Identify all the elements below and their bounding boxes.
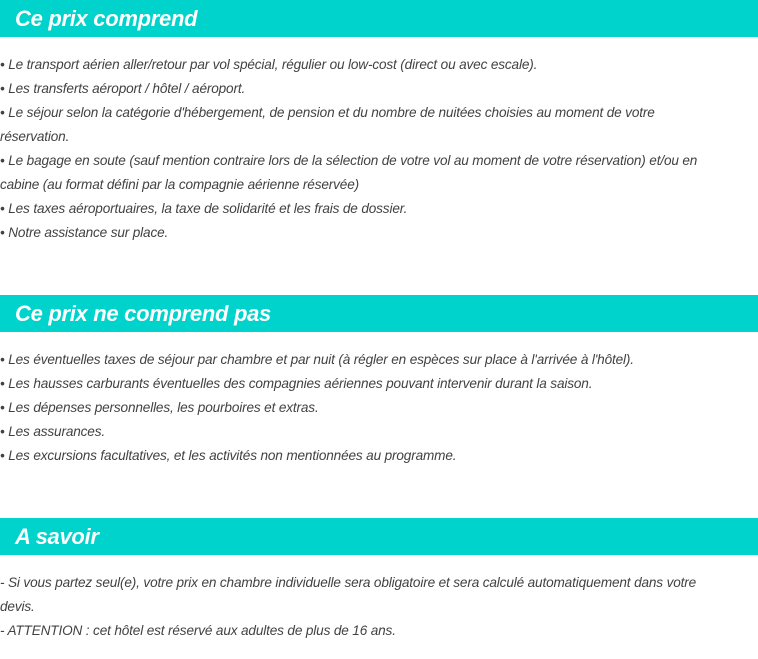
list-item: • Les dépenses personnelles, les pourboires et extras. [0,400,319,415]
list-item: • Les assurances. [0,424,105,439]
list-item: - Si vous partez seul(e), votre prix en chambre individuelle sera obligatoire et sera calculé automatiquement dans votre [0,575,697,590]
list-item: • Les hausses carburants éventuelles des compagnies aériennes pouvant intervenir durant la saison. [0,376,593,391]
list-item: • Le bagage en soute (sauf mention contraire lors de la sélection de votre vol au moment de votre réservation) et/ou en [0,153,698,168]
to-know-list [0,571,758,643]
list-item: • Notre assistance sur place. [0,225,169,240]
list-item-continuation: cabine (au format défini par la compagnie aérienne réservée) [0,177,359,192]
section-header-included: Ce prix comprend [0,0,758,37]
list-item: • Les excursions facultatives, et les activités non mentionnées au programme. [0,448,457,463]
section-header-not-included: Ce prix ne comprend pas [0,295,758,332]
list-item: • Le séjour selon la catégorie d'hébergement, de pension et du nombre de nuitées choisies au moment de votre [0,105,655,120]
section-header-to-know: A savoir [0,518,758,555]
list-item: • Les éventuelles taxes de séjour par chambre et par nuit (à régler en espèces sur place à l'arrivée à l'hôtel). [0,352,634,367]
list-item: - ATTENTION : cet hôtel est réservé aux adultes de plus de 16 ans. [0,623,396,638]
list-item-continuation: réservation. [0,129,70,144]
list-item: • Le transport aérien aller/retour par vol spécial, régulier ou low-cost (direct ou avec escale). [0,57,538,72]
not-included-list [0,348,758,468]
list-item: • Les taxes aéroportuaires, la taxe de solidarité et les frais de dossier. [0,201,408,216]
list-item-continuation: devis. [0,599,35,614]
included-list [0,53,758,245]
list-item: • Les transferts aéroport / hôtel / aéroport. [0,81,246,96]
